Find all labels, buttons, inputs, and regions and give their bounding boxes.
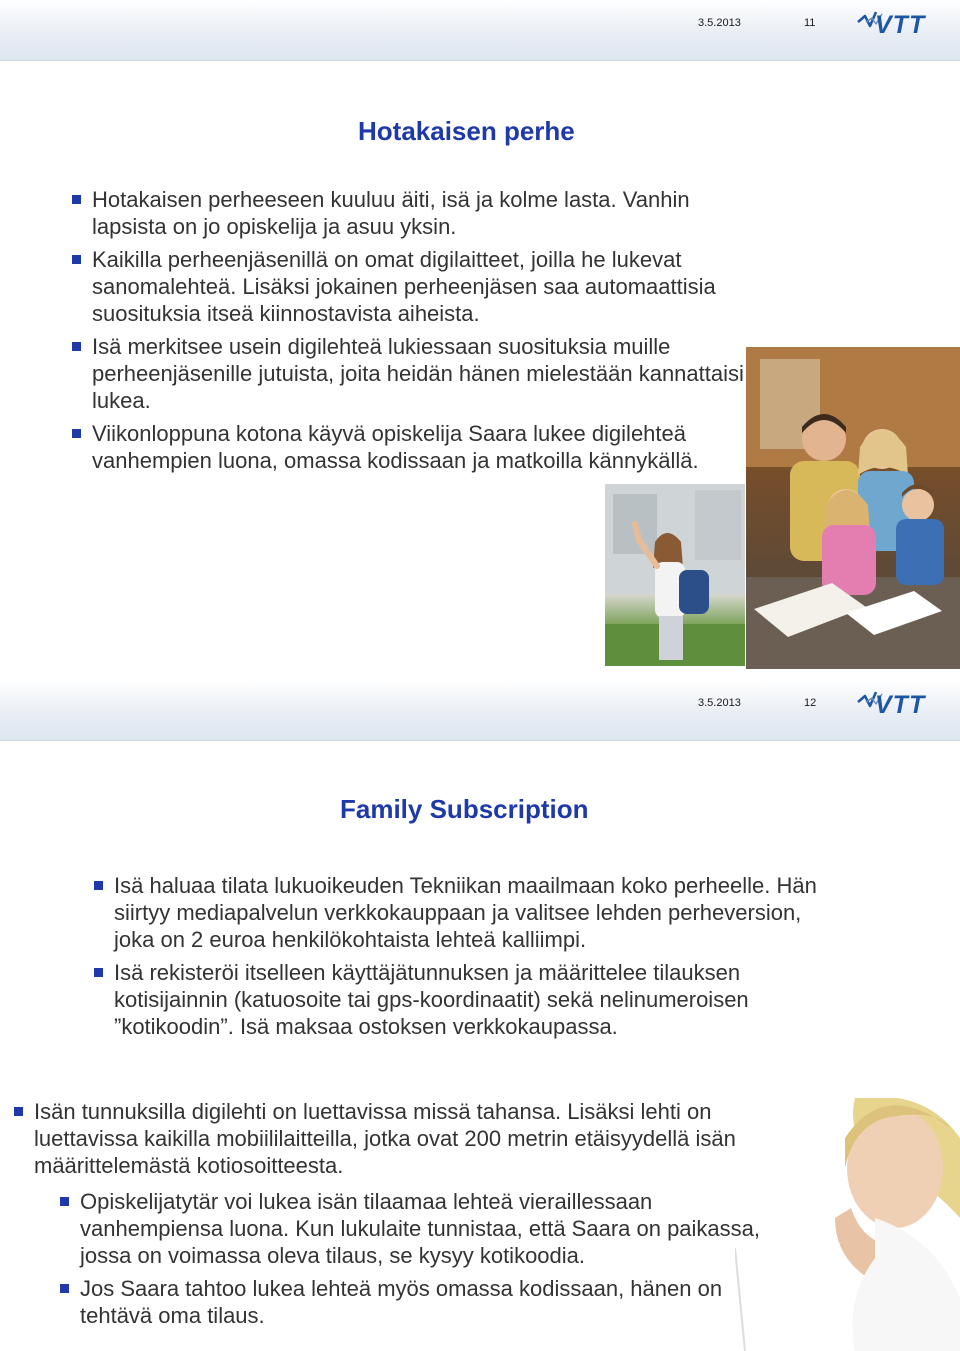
vtt-logo-text: VTT (875, 11, 926, 39)
list-item (60, 1275, 760, 1329)
bullet-text: Hotakaisen perheeseen kuuluu äiti, isä ja kolme lasta. Vanhin lapsista on jo opiskelija ja asuu yksin. (92, 187, 690, 239)
slide-date: 3.5.2013 (698, 697, 741, 709)
bullet-list (72, 186, 762, 480)
bullet-square-icon (60, 1284, 69, 1293)
list-item (72, 246, 762, 327)
slide-header (0, 0, 960, 61)
list-item (14, 1098, 774, 1179)
list-item (94, 872, 834, 953)
bullet-square-icon (72, 429, 81, 438)
bullet-text: Isän tunnuksilla digilehti on luettavissa missä tahansa. Lisäksi lehti on luettavissa kaikilla mobiililaitteilla, jotka ovat 200 metrin etäisyydellä isän määrittelemästä kotiosoitteesta. (34, 1099, 736, 1178)
list-item (60, 1188, 760, 1269)
slide-date: 3.5.2013 (698, 17, 741, 29)
slide-page-number: 12 (804, 697, 817, 709)
bullet-square-icon (72, 195, 81, 204)
slide-12 (0, 680, 960, 1351)
bullet-list (94, 872, 834, 1046)
bullet-square-icon (94, 968, 103, 977)
list-item (72, 186, 762, 240)
bullet-square-icon (94, 881, 103, 890)
bullet-text: Opiskelijatytär voi lukea isän tilaamaa lehteä vieraillessaan vanhempiensa luona. Kun lukulaite tunnistaa, että Saara on paikassa, jossa on voimassa oleva tilaus, se kysyy kotikoodia. (80, 1189, 761, 1268)
slide-title: Hotakaisen perhe (358, 116, 575, 146)
list-item (72, 333, 762, 414)
list-item (72, 420, 762, 474)
slide-title: Family Subscription (340, 794, 589, 824)
bullet-text: Jos Saara tahtoo lukea lehteä myös omassa kodissaan, hänen on tehtävä oma tilaus. (80, 1276, 723, 1328)
bullet-text: Isä rekisteröi itselleen käyttäjätunnuksen ja määrittelee tilauksen kotisijainnin (katuosoite tai gps-koordinaatit) sekä nelinumeroisen ”kotikoodin”. Isä maksaa ostoksen verkkokaupassa. (114, 960, 749, 1039)
bullet-text: Isä haluaa tilata lukuoikeuden Tekniikan maailmaan koko perheelle. Hän siirtyy mediapalvelun verkkokauppaan ja valitsee lehden perheversion, joka on 2 euroa henkilökohtaista lehteä kalliimpi. (114, 873, 817, 952)
bullet-list-level1 (14, 1098, 774, 1185)
bullet-text: Kaikilla perheenjäsenillä on omat digilaitteet, joilla he lukevat sanomalehteä. Lisäksi jokainen perheenjäsen saa automaattisia suosituksia itseä kiinnostavista aiheista. (92, 247, 716, 326)
student-photo (605, 484, 745, 666)
slide-header (0, 680, 960, 741)
family-photo (746, 347, 960, 669)
bullet-text: Isä merkitsee usein digilehteä lukiessaan suosituksia muille perheenjäsenille jutuista, joita heidän hänen mielestään kannattaisi lukea. (92, 334, 744, 413)
bullet-text: Viikonloppuna kotona käyvä opiskelija Saara lukee digilehteä vanhempien luona, omassa kodissaan ja matkoilla kännykällä. (92, 421, 699, 473)
slide-page-number: 11 (804, 17, 816, 29)
list-item (94, 959, 834, 1040)
bullet-square-icon (14, 1107, 23, 1116)
bullet-square-icon (72, 342, 81, 351)
bullet-list-level2 (60, 1188, 760, 1335)
vtt-logo-text: VTT (875, 691, 926, 719)
bullet-square-icon (72, 255, 81, 264)
bullet-square-icon (60, 1197, 69, 1206)
